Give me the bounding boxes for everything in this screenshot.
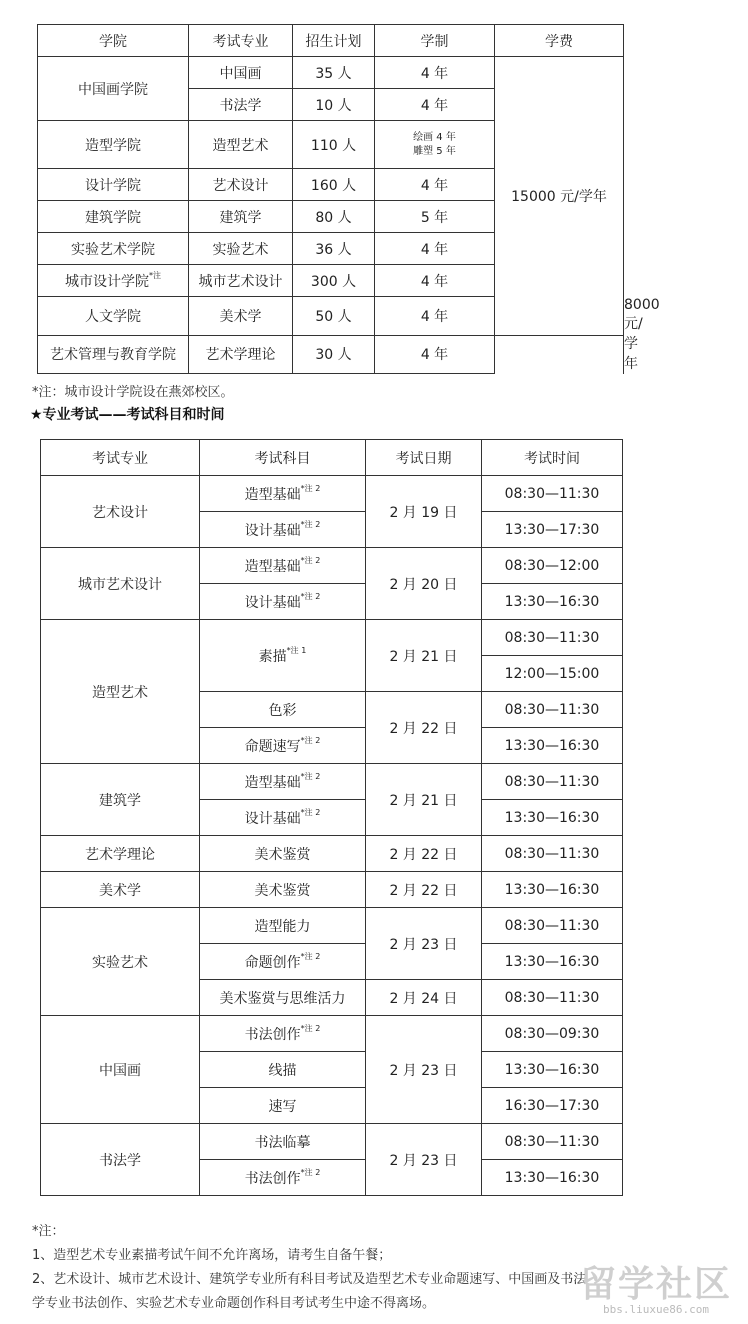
header-major: 考试专业 [189,25,293,57]
major-cell: 书法学 [41,1124,200,1196]
subject-cell: 色彩 [200,692,366,728]
subject-cell: 美术鉴赏 [200,836,366,872]
years-cell: 4 年 [375,335,495,374]
subject-cell [200,548,366,584]
watermark [580,1256,732,1316]
date-cell: 2 月 22 日 [366,836,482,872]
time-cell: 08:30—11:30 [482,908,623,944]
subject-text: 命题创作 [244,954,301,971]
plan-cell: 300 人 [293,265,375,297]
college-cell: 设计学院 [38,169,189,201]
note-marker: *注 1 [286,645,307,655]
enrollment-table [37,24,660,374]
time-cell: 08:30—11:30 [482,836,623,872]
table-row [41,620,623,656]
footnote-1: 1、造型艺术专业素描考试午间不允许离场，请考生自备午餐； [32,1248,392,1263]
subject-cell [200,764,366,800]
major-cell: 艺术学理论 [41,836,200,872]
note-marker: *注 2 [300,1023,321,1033]
college-cell: 人文学院 [38,297,189,336]
note-marker: *注 2 [300,555,321,565]
subject-cell: 速写 [200,1088,366,1124]
date-cell: 2 月 23 日 [366,908,482,980]
table-row [41,548,623,584]
time-cell: 13:30—16:30 [482,1052,623,1088]
watermark-url: bbs.liuxue86.com [603,1303,709,1316]
date-cell: 2 月 19 日 [366,476,482,548]
table-row [41,836,623,872]
subject-cell: 线描 [200,1052,366,1088]
subject-cell [200,476,366,512]
date-cell: 2 月 22 日 [366,692,482,764]
time-cell: 08:30—11:30 [482,476,623,512]
subject-cell [200,800,366,836]
years-line: 绘画 4 年 [413,131,456,143]
years-cell: 5 年 [375,201,495,233]
table-row [41,1124,623,1160]
major-cell: 书法学 [189,89,293,121]
subject-text: 书法创作 [244,1170,301,1187]
date-cell: 2 月 22 日 [366,872,482,908]
header-date: 考试日期 [366,440,482,476]
time-cell: 08:30—09:30 [482,1016,623,1052]
college-text: 城市设计学院 [65,273,149,290]
time-cell: 13:30—16:30 [482,944,623,980]
subject-cell [200,1160,366,1196]
note-marker: *注 2 [300,1167,321,1177]
college-cell: 实验艺术学院 [38,233,189,265]
footnote-2-line-2: 学专业书法创作、实验艺术专业命题创作科目考试考生中途不得离场。 [32,1296,436,1311]
footnote-heading: *注： [32,1224,65,1239]
watermark-logo: 留学社区 [579,1264,732,1305]
table-row [41,1016,623,1052]
date-cell: 2 月 20 日 [366,548,482,620]
subject-text: 素描 [258,648,287,665]
years-cell: 4 年 [375,233,495,265]
major-cell: 艺术设计 [189,169,293,201]
note-marker: *注 2 [300,591,321,601]
note-marker: *注 2 [300,771,321,781]
table-row: 人文学院 美术学 50 人 4 年 8000 元/学年 [38,297,624,336]
plan-cell: 35 人 [293,57,375,89]
subject-text: 命题速写 [244,738,301,755]
college-cell [38,265,189,297]
college-cell: 中国画学院 [38,57,189,121]
date-cell: 2 月 24 日 [366,980,482,1016]
years-cell: 4 年 [375,57,495,89]
date-cell: 2 月 21 日 [366,764,482,836]
time-cell: 08:30—11:30 [482,764,623,800]
subject-text: 书法创作 [244,1026,301,1043]
subject-text: 设计基础 [244,810,301,827]
time-cell: 08:30—12:00 [482,548,623,584]
major-cell: 实验艺术 [189,233,293,265]
subject-cell [200,1016,366,1052]
subject-cell [200,944,366,980]
note-marker: *注 2 [300,519,321,529]
subject-cell [200,728,366,764]
table-header-row [38,25,624,57]
header-college: 学院 [38,25,189,57]
header-major: 考试专业 [41,440,200,476]
header-fee: 学费 [495,25,624,57]
date-cell: 2 月 23 日 [366,1124,482,1196]
major-cell: 城市艺术设计 [189,265,293,297]
note-marker: *注 2 [300,735,321,745]
fee-cell: 15000 元/学年 [495,57,624,336]
plan-cell: 36 人 [293,233,375,265]
time-cell: 12:00—15:00 [482,656,623,692]
note-marker: *注 2 [300,951,321,961]
years-cell: 4 年 [375,265,495,297]
major-cell: 造型艺术 [189,121,293,169]
major-cell: 中国画 [189,57,293,89]
section-title: ★专业考试——考试科目和时间 [30,407,225,423]
years-cell [375,121,495,169]
header-years: 学制 [375,25,495,57]
campus-note: *注：城市设计学院设在燕郊校区。 [32,385,234,400]
subject-cell: 书法临摹 [200,1124,366,1160]
time-cell: 13:30—16:30 [482,872,623,908]
subject-cell: 美术鉴赏与思维活力 [200,980,366,1016]
note-marker: *注 2 [300,483,321,493]
time-cell: 08:30—11:30 [482,620,623,656]
major-cell: 艺术设计 [41,476,200,548]
subject-text: 设计基础 [244,594,301,611]
major-cell: 城市艺术设计 [41,548,200,620]
college-cell: 艺术管理与教育学院 [38,335,189,374]
table-row [38,335,624,374]
exam-schedule-table [40,439,623,1196]
time-cell: 13:30—16:30 [482,800,623,836]
plan-cell: 160 人 [293,169,375,201]
subject-cell [200,584,366,620]
plan-cell: 10 人 [293,89,375,121]
time-cell: 16:30—17:30 [482,1088,623,1124]
table-row [41,908,623,944]
time-cell: 08:30—11:30 [482,692,623,728]
subject-text: 造型基础 [244,558,301,575]
time-cell: 13:30—16:30 [482,1160,623,1196]
table-row [38,57,624,89]
years-cell: 4 年 [375,169,495,201]
years-cell: 4 年 [375,89,495,121]
table-header-row [41,440,623,476]
note-marker: *注 2 [300,807,321,817]
footnote-2-line-1: 2、艺术设计、城市艺术设计、建筑学专业所有科目考试及造型艺术专业命题速写、中国画及书法 [32,1272,587,1287]
time-cell: 08:30—11:30 [482,1124,623,1160]
major-cell: 艺术学理论 [189,335,293,374]
major-cell: 美术学 [189,297,293,336]
college-cell: 建筑学院 [38,201,189,233]
plan-cell: 80 人 [293,201,375,233]
header-plan: 招生计划 [293,25,375,57]
table-row [41,476,623,512]
plan-cell: 50 人 [293,297,375,336]
time-cell: 13:30—17:30 [482,512,623,548]
subject-cell: 美术鉴赏 [200,872,366,908]
years-line: 雕塑 5 年 [413,145,456,157]
major-cell: 建筑学 [189,201,293,233]
time-cell: 13:30—16:30 [482,584,623,620]
plan-cell: 30 人 [293,335,375,374]
subject-text: 造型基础 [244,774,301,791]
college-cell: 造型学院 [38,121,189,169]
date-cell: 2 月 23 日 [366,1016,482,1124]
header-subject: 考试科目 [200,440,366,476]
major-cell: 实验艺术 [41,908,200,1016]
time-cell: 13:30—16:30 [482,728,623,764]
header-time: 考试时间 [482,440,623,476]
major-cell: 建筑学 [41,764,200,836]
note-marker: *注 [149,270,161,280]
major-cell: 中国画 [41,1016,200,1124]
major-cell: 造型艺术 [41,620,200,764]
subject-text: 设计基础 [244,522,301,539]
subject-cell: 造型能力 [200,908,366,944]
subject-cell [200,512,366,548]
table-row [41,872,623,908]
subject-cell [200,620,366,692]
plan-cell: 110 人 [293,121,375,169]
subject-text: 造型基础 [244,486,301,503]
major-cell: 美术学 [41,872,200,908]
years-cell: 4 年 [375,297,495,336]
time-cell: 08:30—11:30 [482,980,623,1016]
date-cell: 2 月 21 日 [366,620,482,692]
table-row [41,764,623,800]
